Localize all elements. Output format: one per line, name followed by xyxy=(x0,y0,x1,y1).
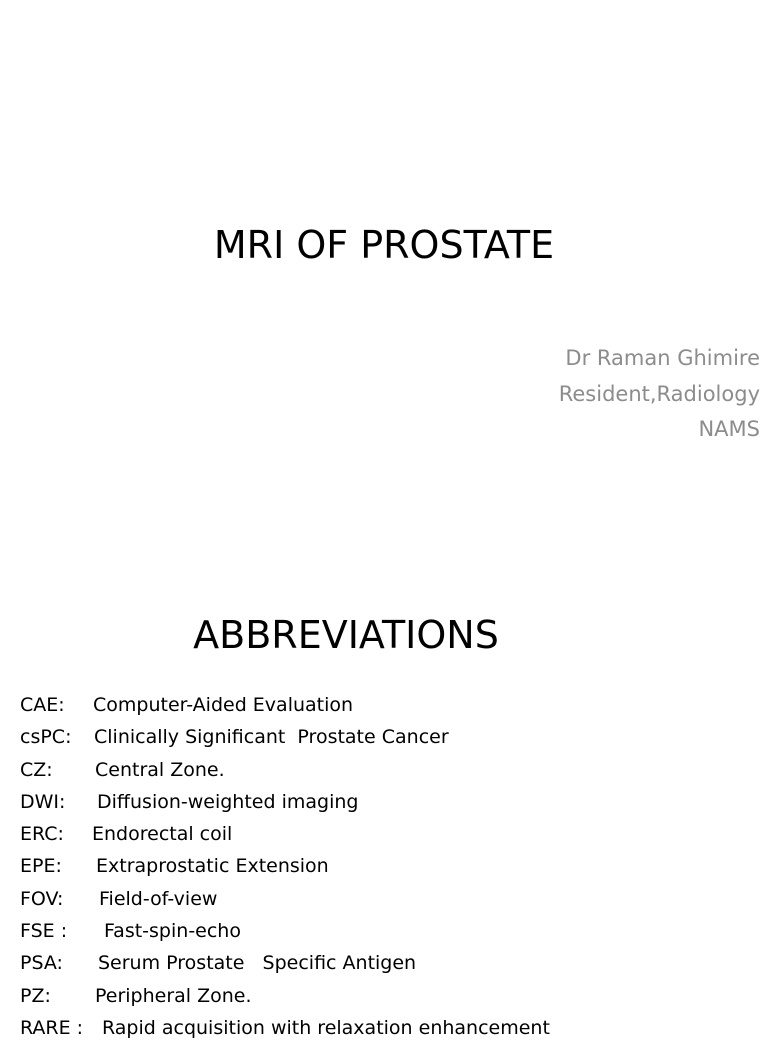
author-institution: NAMS xyxy=(698,417,760,441)
abbreviation-definition: Computer-Aided Evaluation xyxy=(93,694,354,716)
abbreviations-slide xyxy=(0,576,768,1039)
abbreviation-definition: Diffusion-weighted imaging xyxy=(97,790,359,813)
author-role: Resident,Radiology xyxy=(558,381,760,406)
abbreviation-definition: Fast-spin-echo xyxy=(104,920,241,943)
list-item xyxy=(20,947,417,979)
list-item xyxy=(20,850,329,882)
list-item xyxy=(20,689,354,721)
abbreviation-list xyxy=(20,689,550,1044)
abbreviation-definition: Serum Prostate Specific Antigen xyxy=(98,952,417,975)
author-block xyxy=(559,341,760,448)
list-item xyxy=(20,721,449,753)
abbreviation-code: RARE : xyxy=(20,1016,84,1039)
abbreviation-definition: Central Zone. xyxy=(95,758,225,781)
list-item xyxy=(20,1012,550,1044)
list-item xyxy=(20,883,218,915)
abbreviation-definition: Extraprostatic Extension xyxy=(96,855,329,878)
list-item xyxy=(20,980,252,1012)
author-name: Dr Raman Ghimire xyxy=(565,346,760,370)
abbreviation-code: FOV: xyxy=(20,887,64,910)
abbreviation-code: CZ: xyxy=(20,758,53,781)
abbreviation-code: csPC: xyxy=(20,726,72,749)
abbreviations-title: ABBREVIATIONS xyxy=(193,613,499,657)
abbreviation-definition: Clinically Significant Prostate Cancer xyxy=(94,726,449,749)
list-item xyxy=(20,786,359,818)
abbreviation-code: EPE: xyxy=(20,855,62,878)
abbreviation-definition: Endorectal coil xyxy=(92,823,233,846)
abbreviation-code: PSA: xyxy=(20,952,63,975)
abbreviation-code: CAE: xyxy=(20,694,65,716)
slide-title: MRI OF PROSTATE xyxy=(213,223,555,267)
abbreviation-code: ERC: xyxy=(20,823,64,846)
list-item xyxy=(20,915,241,947)
list-item xyxy=(20,818,233,850)
abbreviation-code: FSE : xyxy=(20,920,68,943)
abbreviation-code: PZ: xyxy=(20,984,51,1007)
abbreviation-definition: Peripheral Zone. xyxy=(95,984,252,1007)
list-item xyxy=(20,754,225,786)
abbreviation-definition: Rapid acquisition with relaxation enhancement xyxy=(102,1016,550,1039)
abbreviation-definition: Field-of-view xyxy=(99,887,218,910)
abbreviation-code: DWI: xyxy=(20,790,66,813)
